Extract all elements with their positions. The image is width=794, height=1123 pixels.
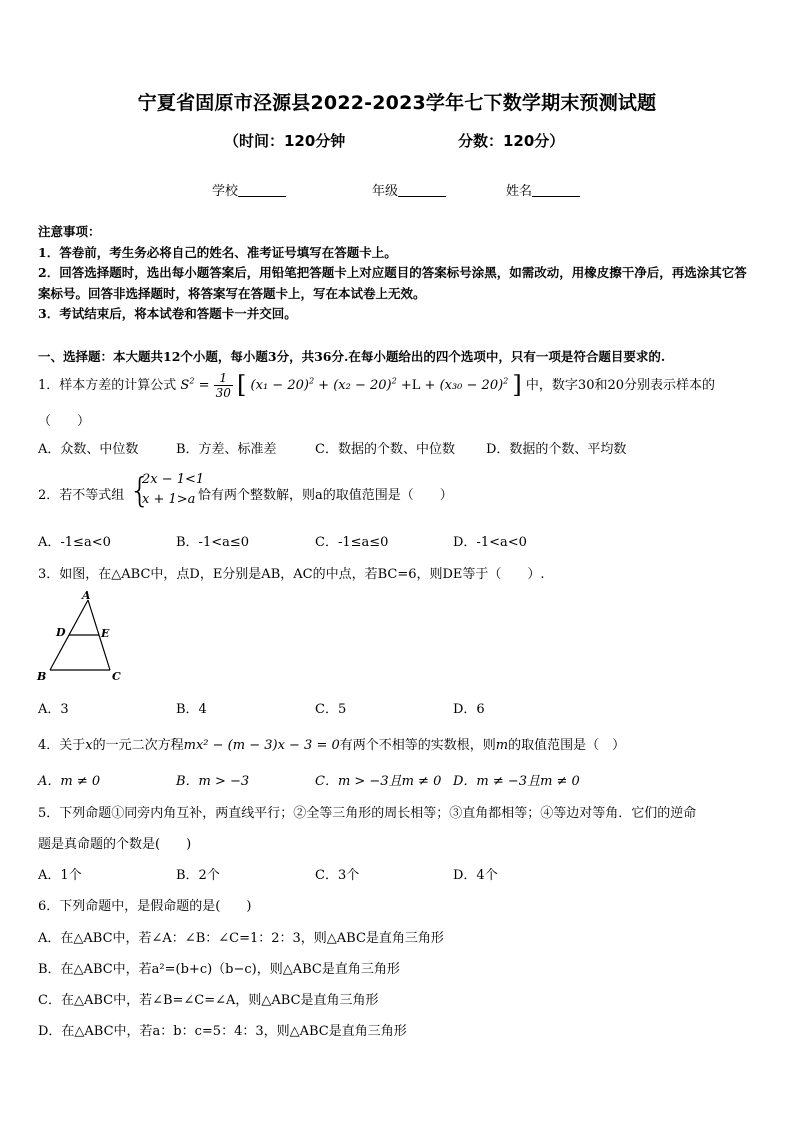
q2-suffix: 恰有两个整数解，则a的取值范围是（ ）: [198, 488, 453, 503]
q1-option-c: C．数据的个数、中位数: [315, 442, 455, 457]
q3-option-a: A．3: [38, 702, 69, 717]
q2-option-b: B．-1<a≤0: [176, 535, 250, 550]
notice-heading: 注意事项：: [38, 224, 101, 239]
q2-option-c: C．-1≤a≤0: [315, 535, 389, 550]
q4-option-c: C．m > −3且m ≠ 0: [315, 774, 442, 789]
q2-system: [142, 470, 204, 510]
q1-term2-exp: 2: [391, 376, 397, 386]
q5-line-1: 5．下列命题①同旁内角互补，两直线平行；②全等三角形的周长相等；③直角都相等；④等边对等角．它们的逆命: [38, 806, 697, 821]
q1-bracket-close: ]: [512, 371, 522, 399]
q3-label-d: D: [56, 626, 66, 639]
q1-option-a: A．众数、中位数: [38, 442, 139, 457]
q1-term3: (x₃₀ − 20): [439, 378, 504, 393]
q3-option-c: C．5: [315, 702, 347, 717]
q2-inequality-2: x + 1>a: [142, 492, 196, 507]
q3-label-a: A: [82, 589, 91, 602]
grade-label: 年级: [372, 184, 399, 199]
q1-term3-exp: 2: [503, 376, 509, 386]
q4-suffix-2: 的取值范围是（ ）: [508, 738, 626, 753]
q1-den: 30: [215, 386, 231, 400]
q2-option-d: D．-1<a<0: [453, 535, 527, 550]
school-label: 学校: [212, 184, 239, 199]
q1-term1-exp: 2: [308, 376, 315, 386]
notice-block: [38, 222, 758, 325]
q4-option-b: B．m > −3: [176, 774, 250, 789]
q1-paren: （ ）: [38, 414, 91, 429]
q3-triangle-figure: [34, 588, 134, 684]
q2-inequality-1: 2x − 1<1: [142, 472, 205, 487]
page-title: 宁夏省固原市泾源县2022-2023学年七下数学期末预测试题: [137, 92, 657, 114]
q2-option-a: A．-1≤a<0: [38, 535, 111, 550]
q1-fraction: [214, 371, 233, 400]
notice-item-1: 1．答卷前，考生务必将自己的姓名、准考证号填写在答题卡上。: [38, 244, 397, 260]
q3-label-c: C: [112, 670, 121, 683]
q1-term1: (x₁ − 20): [250, 378, 309, 393]
q5-option-d: D．4个: [453, 868, 498, 883]
q6-option-b: B．在△ABC中，若a²=(b+c)（b−c)，则△ABC是直角三角形: [38, 962, 400, 977]
q4-option-a: A．m ≠ 0: [38, 774, 101, 789]
q3-option-b: B．4: [176, 702, 207, 717]
q6-option-d: D．在△ABC中，若a：b：c=5：4：3，则△ABC是直角三角形: [38, 1024, 407, 1039]
q4-suffix-1: 有两个不相等的实数根，则: [339, 738, 496, 753]
q3-text: 3．如图，在△ABC中，点D，E分别是AB，AC的中点，若BC=6，则DE等于（ ）.: [38, 567, 545, 582]
q6-option-a: A．在△ABC中，若∠A：∠B：∠C=1：2：3，则△ABC是直角三角形: [38, 931, 444, 946]
q5-line-2: 题是真命题的个数是( ): [38, 837, 192, 852]
name-blank: [532, 184, 580, 197]
name-label: 姓名: [506, 184, 533, 199]
q6-option-c: C．在△ABC中，若∠B=∠C=∠A，则△ABC是直角三角形: [38, 993, 379, 1008]
q1-suffix: 中，数字30和20分别表示样本的: [525, 378, 716, 393]
q1-prefix: 1．样本方差的计算公式: [38, 378, 177, 393]
notice-item-3: 3．考试结束后，将本试卷和答题卡一并交回。: [38, 306, 297, 321]
question-1: [38, 371, 715, 400]
q1-option-b: B．方差、标准差: [176, 442, 277, 457]
q1-s-exp: 2: [189, 376, 195, 386]
q1-option-d: D．数据的个数、平均数: [486, 442, 627, 457]
school-field: [212, 180, 286, 199]
question-4: [38, 734, 625, 753]
exam-time: （时间：120分钟: [224, 132, 346, 150]
q4-mid: 的一元二次方程: [92, 738, 184, 753]
grade-blank: [398, 184, 446, 197]
q1-term2: (x₂ − 20): [333, 378, 392, 393]
notice-item-2: 2．回答选择题时，选出每小题答案后，用铅笔把答题卡上对应题目的答案标号涂黑，如需改动，用橡皮擦干净后，再选涂其它答案标号。回答非选择题时，将答案写在答题卡上，写在本试卷上无效。: [38, 265, 747, 301]
q1-bracket-open: [: [237, 371, 247, 399]
name-field: [506, 180, 580, 199]
q4-m: m: [495, 738, 509, 753]
q2-prefix: 2．若不等式组: [38, 488, 125, 503]
q4-x: x: [85, 738, 93, 753]
q3-option-d: D．6: [453, 702, 485, 717]
q1-eq: =: [198, 378, 210, 393]
grade-field: [372, 180, 446, 199]
q6-text: 6．下列命题中，是假命题的是( ): [38, 899, 252, 914]
q5-option-b: B．2个: [176, 868, 220, 883]
q1-s: S: [180, 378, 190, 393]
section-heading: 一、选择题：本大题共12个小题，每小题3分，共36分.在每小题给出的四个选项中，只有一项是符合题目要求的.: [38, 349, 666, 364]
q1-num: 1: [214, 371, 233, 386]
q4-option-d: D．m ≠ −3且m ≠ 0: [453, 774, 580, 789]
q2-brace: {: [129, 471, 151, 511]
q5-option-a: A．1个: [38, 868, 82, 883]
q5-option-c: C．3个: [315, 868, 360, 883]
q3-label-e: E: [101, 627, 110, 640]
q1-plus-l: +L: [400, 378, 421, 393]
exam-score: 分数：120分）: [458, 132, 565, 150]
school-blank: [238, 184, 286, 197]
q4-equation: mx² − (m − 3)x − 3 = 0: [183, 738, 340, 753]
q4-prefix: 4．关于: [38, 738, 86, 753]
q3-label-b: B: [37, 670, 47, 683]
q1-formula: $S^2$ = $\frac{1}{30}$ [ $(x_1 - 20)^2 + (x_2 - 20)^2 +L + (x_{30} - 20)^2$ ]: [180, 371, 522, 400]
